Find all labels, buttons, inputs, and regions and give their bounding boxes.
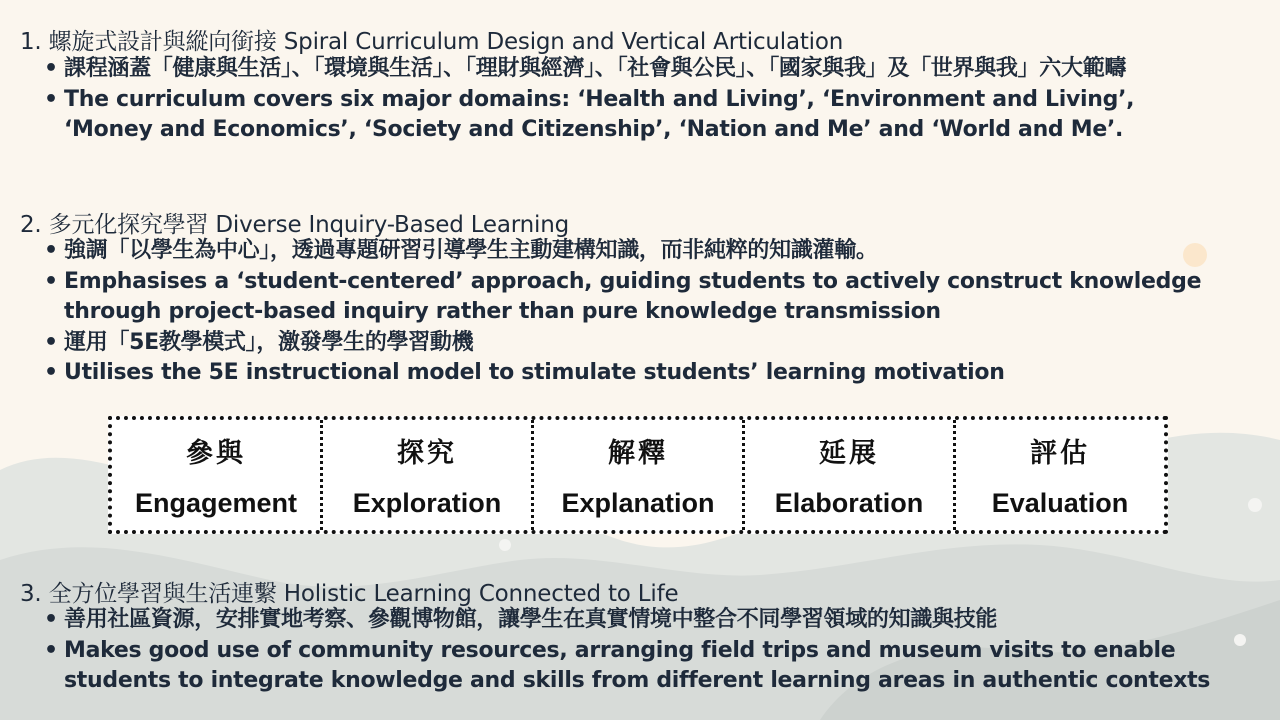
stage-english-label: Evaluation bbox=[991, 488, 1129, 518]
stage-chinese-label: 探究 bbox=[397, 438, 457, 469]
bullet-item: • The curriculum covers six major domains: ‘Health and Living’, ‘Environment and Living’, ‘Money and Economics’, ‘Society and Citizenship’, ‘Nation and Me’ and ‘World and Me’. bbox=[44, 85, 1219, 146]
stage-engagement bbox=[112, 420, 320, 530]
stage-chinese-label: 評估 bbox=[1030, 438, 1090, 469]
bullet-item: • Makes good use of community resources, arranging field trips and museum visits to enable students to integrate knowledge and skills from different learning areas in authentic contexts bbox=[44, 636, 1219, 697]
five-e-model-table bbox=[108, 416, 1168, 534]
stage-chinese-label: 延展 bbox=[819, 438, 879, 469]
section-3-bullets bbox=[44, 605, 1219, 697]
stage-evaluation bbox=[953, 420, 1164, 530]
bullet-item: • Utilises the 5E instructional model to stimulate students’ learning motivation bbox=[44, 358, 1219, 389]
section-title-2: 2. 多元化探究學習 Diverse Inquiry-Based Learning bbox=[20, 212, 569, 238]
bullet-item: • 課程涵蓋「健康與生活」、「環境與生活」、「理財與經濟」、「社會與公民」、「國家與我」及「世界與我」六大範疇 bbox=[44, 54, 1219, 85]
bullet-item: • Emphasises a ‘student-centered’ approach, guiding students to actively construct knowledge through project-based inquiry rather than pure knowledge transmission bbox=[44, 267, 1219, 328]
stage-elaboration bbox=[742, 420, 953, 530]
bullet-item: • 善用社區資源，安排實地考察、參觀博物館，讓學生在真實情境中整合不同學習領域的知識與技能 bbox=[44, 605, 1219, 636]
stage-english-label: Engagement bbox=[134, 488, 298, 518]
bullet-item: • 強調「以學生為中心」，透過專題研習引導學生主動建構知識，而非純粹的知識灌輸。 bbox=[44, 236, 1219, 267]
stage-english-label: Explanation bbox=[561, 488, 715, 518]
stage-english-label: Elaboration bbox=[774, 488, 924, 518]
section-1-bullets bbox=[44, 54, 1219, 146]
stage-explanation bbox=[531, 420, 742, 530]
section-2-bullets bbox=[44, 236, 1219, 389]
stage-chinese-label: 解釋 bbox=[608, 438, 668, 469]
section-title-1: 1. 螺旋式設計與縱向銜接 Spiral Curriculum Design and Vertical Articulation bbox=[20, 29, 844, 55]
bullet-item: • 運用「5E教學模式」，激發學生的學習動機 bbox=[44, 328, 1219, 359]
stage-chinese-label: 參與 bbox=[186, 438, 246, 469]
stage-english-label: Exploration bbox=[352, 488, 502, 518]
section-title-3: 3. 全方位學習與生活連繫 Holistic Learning Connected to Life bbox=[20, 581, 679, 607]
stage-exploration bbox=[320, 420, 531, 530]
